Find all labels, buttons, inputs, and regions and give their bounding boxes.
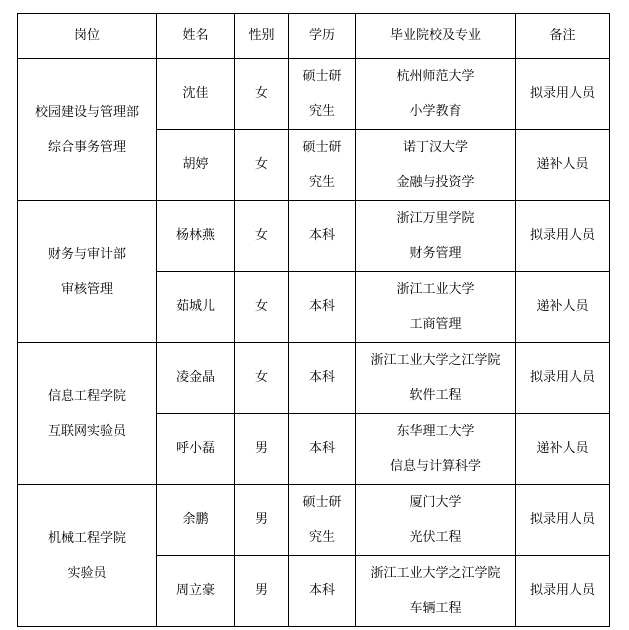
education-cell: 本科	[289, 201, 356, 272]
name-cell: 凌金晶	[157, 343, 235, 414]
major-name: 车辆工程	[409, 601, 462, 616]
education-cell	[289, 130, 356, 201]
position-dept: 机械工程学院	[47, 530, 126, 546]
recruitment-table	[17, 13, 610, 627]
education-cell	[289, 485, 356, 556]
header-name: 姓名	[157, 14, 235, 59]
school-cell	[356, 59, 516, 130]
position-dept: 信息工程学院	[47, 388, 126, 404]
position-cell	[18, 59, 157, 201]
school-cell	[356, 201, 516, 272]
school-name: 杭州师范大学	[396, 69, 475, 84]
position-role: 综合事务管理	[47, 139, 126, 155]
table-row	[18, 343, 610, 414]
major-name: 光伏工程	[409, 530, 462, 545]
major-name: 财务管理	[409, 246, 462, 261]
education-cell: 本科	[289, 556, 356, 627]
note-cell: 拟录用人员	[516, 59, 610, 130]
header-position: 岗位	[18, 14, 157, 59]
table-row	[18, 201, 610, 272]
gender-cell: 女	[235, 272, 289, 343]
school-name: 浙江工业大学之江学院	[370, 566, 501, 581]
education-cell: 本科	[289, 343, 356, 414]
school-name: 厦门大学	[409, 495, 462, 510]
header-row	[18, 14, 610, 59]
education-line: 究生	[308, 104, 335, 119]
major-name: 软件工程	[409, 388, 462, 403]
position-cell	[18, 343, 157, 485]
education-line: 究生	[308, 530, 335, 545]
gender-cell: 女	[235, 343, 289, 414]
school-cell	[356, 272, 516, 343]
note-cell: 拟录用人员	[516, 485, 610, 556]
major-name: 工商管理	[409, 317, 462, 332]
school-cell	[356, 343, 516, 414]
name-cell: 胡婷	[157, 130, 235, 201]
school-cell	[356, 414, 516, 485]
note-cell: 递补人员	[516, 272, 610, 343]
note-cell: 拟录用人员	[516, 343, 610, 414]
name-cell: 周立豪	[157, 556, 235, 627]
education-cell: 本科	[289, 414, 356, 485]
gender-cell: 女	[235, 201, 289, 272]
header-note: 备注	[516, 14, 610, 59]
name-cell: 茹城儿	[157, 272, 235, 343]
header-school-major: 毕业院校及专业	[356, 14, 516, 59]
name-cell: 余鹏	[157, 485, 235, 556]
school-cell	[356, 556, 516, 627]
position-cell	[18, 485, 157, 627]
table-row	[18, 59, 610, 130]
school-name: 浙江万里学院	[396, 211, 475, 226]
position-role: 互联网实验员	[47, 423, 126, 439]
gender-cell: 男	[235, 485, 289, 556]
education-line: 硕士研	[302, 140, 342, 155]
position-role: 审核管理	[60, 281, 113, 297]
header-gender: 性别	[235, 14, 289, 59]
table-row	[18, 485, 610, 556]
school-cell	[356, 485, 516, 556]
gender-cell: 女	[235, 130, 289, 201]
school-name: 诺丁汉大学	[402, 140, 468, 155]
education-cell: 本科	[289, 272, 356, 343]
position-cell	[18, 201, 157, 343]
note-cell: 拟录用人员	[516, 201, 610, 272]
name-cell: 呼小磊	[157, 414, 235, 485]
gender-cell: 男	[235, 414, 289, 485]
gender-cell: 女	[235, 59, 289, 130]
note-cell: 递补人员	[516, 130, 610, 201]
education-cell	[289, 59, 356, 130]
name-cell: 杨林燕	[157, 201, 235, 272]
school-name: 浙江工业大学之江学院	[370, 353, 501, 368]
education-line: 硕士研	[302, 495, 342, 510]
major-name: 金融与投资学	[396, 175, 475, 190]
school-cell	[356, 130, 516, 201]
position-dept: 财务与审计部	[47, 246, 126, 262]
school-name: 东华理工大学	[396, 424, 475, 439]
header-education: 学历	[289, 14, 356, 59]
position-dept: 校园建设与管理部	[34, 104, 139, 120]
school-name: 浙江工业大学	[396, 282, 475, 297]
major-name: 信息与计算科学	[389, 459, 481, 474]
gender-cell: 男	[235, 556, 289, 627]
major-name: 小学教育	[409, 104, 462, 119]
education-line: 究生	[308, 175, 335, 190]
note-cell: 递补人员	[516, 414, 610, 485]
position-role: 实验员	[67, 565, 107, 581]
name-cell: 沈佳	[157, 59, 235, 130]
note-cell: 拟录用人员	[516, 556, 610, 627]
education-line: 硕士研	[302, 69, 342, 84]
